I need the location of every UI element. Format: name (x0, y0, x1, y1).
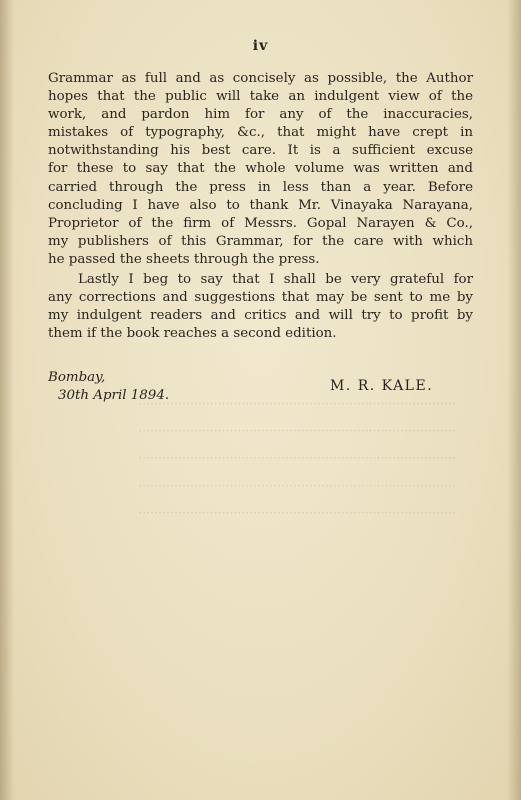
text-line: Proprietor of the firm of Messrs. Gopal Narayen & Co., (48, 215, 473, 231)
reverse-page-bleed-through: ················································································ ················································································ ················································································ ················································································ ················································································ (138, 396, 456, 520)
paragraph-2 (48, 271, 473, 343)
right-edge-shadow (507, 0, 521, 800)
text-line: mistakes of typography, &c., that might have crept in (48, 125, 473, 141)
page-number: iv (252, 38, 269, 54)
text-line: hopes that the public will take an indulgent view of the (48, 89, 473, 105)
text-line: for these to say that the whole volume was written and (48, 161, 473, 177)
text-line: he passed the sheets through the press. (48, 251, 320, 267)
text-line: them if the book reaches a second edition. (48, 326, 337, 342)
text-line: Lastly I beg to say that I shall be very grateful for (78, 272, 473, 287)
text-line: carried through the press in less than a year. Before (48, 179, 473, 195)
text-line: any corrections and suggestions that may be sent to me by (48, 290, 473, 306)
paragraph-1 (48, 70, 473, 269)
text-line: notwithstanding his best care. It is a sufficient excuse (48, 143, 473, 159)
text-line: work, and pardon him for any of the inaccuracies, (48, 107, 473, 123)
text-line: concluding I have also to thank Mr. Vinayaka Narayana, (48, 197, 473, 213)
author-signature: M. R. KALE. (330, 378, 434, 394)
date: 30th April 1894. (58, 388, 170, 404)
text-line: Grammar as full and as concisely as possible, the Author (48, 71, 473, 86)
text-line: my indulgent readers and critics and will try to profit by (48, 308, 473, 324)
text-line: my publishers of this Grammar, for the care with which (48, 233, 473, 249)
left-edge-shadow (0, 0, 14, 800)
place: Bombay, (48, 370, 106, 385)
place-and-date (48, 369, 169, 406)
